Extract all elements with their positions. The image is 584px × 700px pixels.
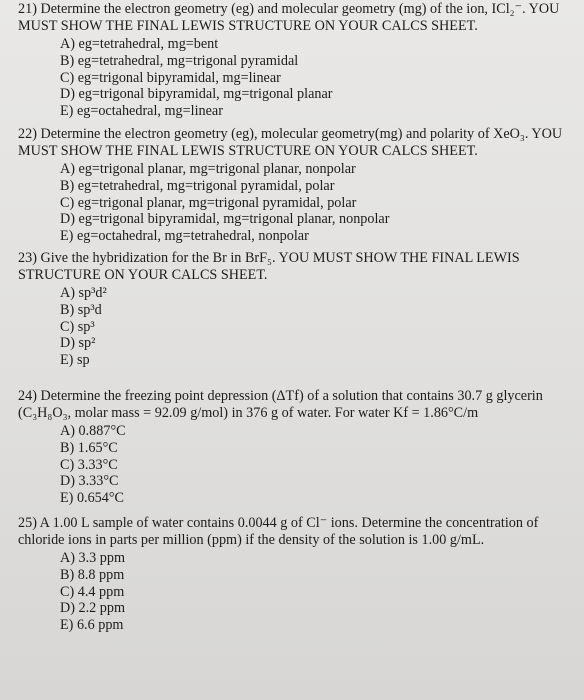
answer-options [0,550,584,634]
answer-option: E) eg=octahedral, mg=linear [60,103,223,120]
question-stem: 22) Determine the electron geometry (eg), molecular geometry(mg) and polarity of XeO₃. YOU MUST SHOW THE FINAL LEWIS STRUCTURE ON YOUR CALCS SHEET. [18,126,563,159]
answer-option: A) 0.887°C [60,423,126,439]
answer-option: A) 3.3 ppm [60,550,126,566]
question-stem: 24) Determine the freezing point depression (ΔTf) of a solution that contains 30.7 g glycerin (C₃H₈O₃, molar mass = 92.09 g/mol) in 376 g of water. For water Kf = 1.86°C/m [18,388,543,421]
answer-option: A) sp³d² [60,285,107,301]
answer-option: B) eg=tetrahedral, mg=trigonal pyramidal [60,52,299,69]
answer-option: A) eg=tetrahedral, mg=bent [60,36,219,52]
answer-option: D) 2.2 ppm [60,600,126,617]
answer-options [0,423,584,507]
answer-option: C) eg=trigonal planar, mg=trigonal pyramidal, polar [60,194,357,211]
answer-options [0,161,584,245]
answer-option: B) sp³d [60,301,102,318]
answer-option: E) eg=octahedral, mg=tetrahedral, nonpolar [60,228,309,245]
question-24 [0,388,584,507]
question-23 [0,250,584,369]
answer-option: B) 8.8 ppm [60,566,125,583]
answer-option: E) 0.654°C [60,490,124,507]
answer-option: D) eg=trigonal bipyramidal, mg=trigonal planar, nonpolar [60,211,390,228]
answer-option: B) 1.65°C [60,439,118,456]
question-22 [0,126,584,245]
answer-option: C) 4.4 ppm [60,583,125,600]
answer-option: D) eg=trigonal bipyramidal, mg=trigonal planar [60,86,333,103]
question-25 [0,515,584,634]
answer-option: E) 6.6 ppm [60,617,124,634]
answer-option: C) 3.33°C [60,456,118,473]
answer-option: C) sp³ [60,318,95,335]
answer-option: A) eg=trigonal planar, mg=trigonal planar, nonpolar [60,161,356,177]
question-stem: 21) Determine the electron geometry (eg) and molecular geometry (mg) of the ion, ICl₂⁻. YOU MUST SHOW THE FINAL LEWIS STRUCTURE ON YOUR CALCS SHEET. [18,1,560,34]
answer-options [0,36,584,120]
answer-option: D) 3.33°C [60,473,119,490]
question-stem: 25) A 1.00 L sample of water contains 0.0044 g of Cl⁻ ions. Determine the concentration of chloride ions in parts per million (ppm) if the density of the solution is 1.00 g/mL. [18,515,539,548]
answer-option: B) eg=tetrahedral, mg=trigonal pyramidal, polar [60,177,335,194]
answer-options [0,285,584,369]
answer-option: E) sp [60,352,90,369]
question-21 [0,1,584,120]
question-stem: 23) Give the hybridization for the Br in BrF₅. YOU MUST SHOW THE FINAL LEWIS STRUCTURE ON YOUR CALCS SHEET. [18,250,520,283]
answer-option: C) eg=trigonal bipyramidal, mg=linear [60,69,281,86]
answer-option: D) sp² [60,335,96,352]
